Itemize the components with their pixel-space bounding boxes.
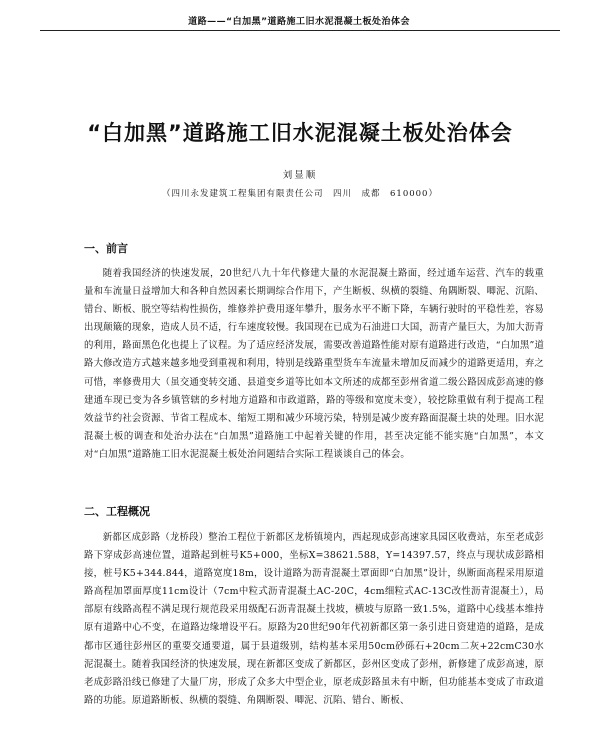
header-rule <box>40 30 560 31</box>
author-affiliation: （四川永发建筑工程集团有限责任公司 四川 成都 610000） <box>162 189 438 199</box>
section-paragraph-overview: 新都区成彭路（龙桥段）整治工程位于新都区龙桥镇境内，西起现成彭高速家具园区收费站，东至老成彭路下穿成彭高速位置，道路起到桩号K5+000，坐标X=38621.588，Y=14397.57，终点与现状成彭路相接，桩号K5+344.844，道路宽度18m，设计道路为沥青混凝土罩面即“白加黑”设计，纵断面高程采用原道路高程加罩面厚度11cm设计（7cm中粒式沥青混凝土AC-20C，4cm细粒式AC-13C改性沥青混凝土），局部原有线路高程不满足现行规范段采用级配石沥青混凝土找坡，横坡与原路一致1.5%，道路中心线基本维持原有道路中心不变，在道路边缘增设平石。原路为20世纪90年代初新都区第一条引进日资建造的道路，是成都市区通往彭州区的重要交通要道，属于县道级别，结构基本采用50cm砂砾石+20cm二灰+22cmC30水泥混凝土。随着我国经济的快速发展，现在新都区变成了新都区，彭州区变成了彭州，新修建了成彭高速，原老成彭路沿线已修建了大量厂房，形成了众多大中型企业，原老成彭路虽未有中断，但功能基本变成了市政道路的功能。原道路断板、纵横的裂缝、角隅断裂、唧泥、沉陷、错台、断板、 <box>84 532 544 706</box>
article-title: “白加黑”道路施工旧水泥混凝土板处治体会 <box>87 121 513 145</box>
section-heading-preface: 一、前言 <box>84 242 128 255</box>
running-header: 道路——“白加黑”道路施工旧水泥混凝土板处治体会 <box>188 17 410 27</box>
section-paragraph-preface: 随着我国经济的快速发展，20世纪八九十年代修建大量的水泥混凝土路面，经过通车运营、汽车的载重量和车流量日益增加大和各种自然因素长期调综合作用下，产生断板、纵横的裂缝、角隅断裂、唧泥、沉陷、错台、断板、脱空等结构性损伤，维修养护费用逐年攀升，服务水平不断下降，车辆行驶时的平稳性差，容易出现颠簸的现象，造成人员不适，行车速度较慢。我国现在已成为石油进口大国，沥青产量巨大，为加大沥青的利用，路面黑色化也提上了议程。为了适应经济发展，需要改善道路性能对原有道路进行改造，“白加黑”道路大修改造方式越来越多地受到重视和利用，特别是线路重型货车车流量未增加反而减少的道路更适用，弃之可惜，率修费用大（虽交通变转交通、县道变乡道等比如本文所述的成都至彭州省道二级公路因成彭高速的修建通车现已变为各乡镇管辖的乡村地方道路和市政道路，路的等级和宽度未变），较挖除重做有利于提高工程效益节约社会资源、节省工程成本、缩短工期和减少环境污染，特别是减少废弃路面混凝土块的处理。旧水泥混凝土板的调查和处治办法在“白加黑”道路施工中起着关键的作用，甚至决定能不能实施“白加黑”，本文对“白加黑”道路施工旧水泥混凝土板处治问题结合实际工程谈谈自己的体会。 <box>84 268 545 460</box>
author-name: 刘显顺 <box>282 170 318 181</box>
section-heading-overview: 二、工程概况 <box>84 505 150 518</box>
